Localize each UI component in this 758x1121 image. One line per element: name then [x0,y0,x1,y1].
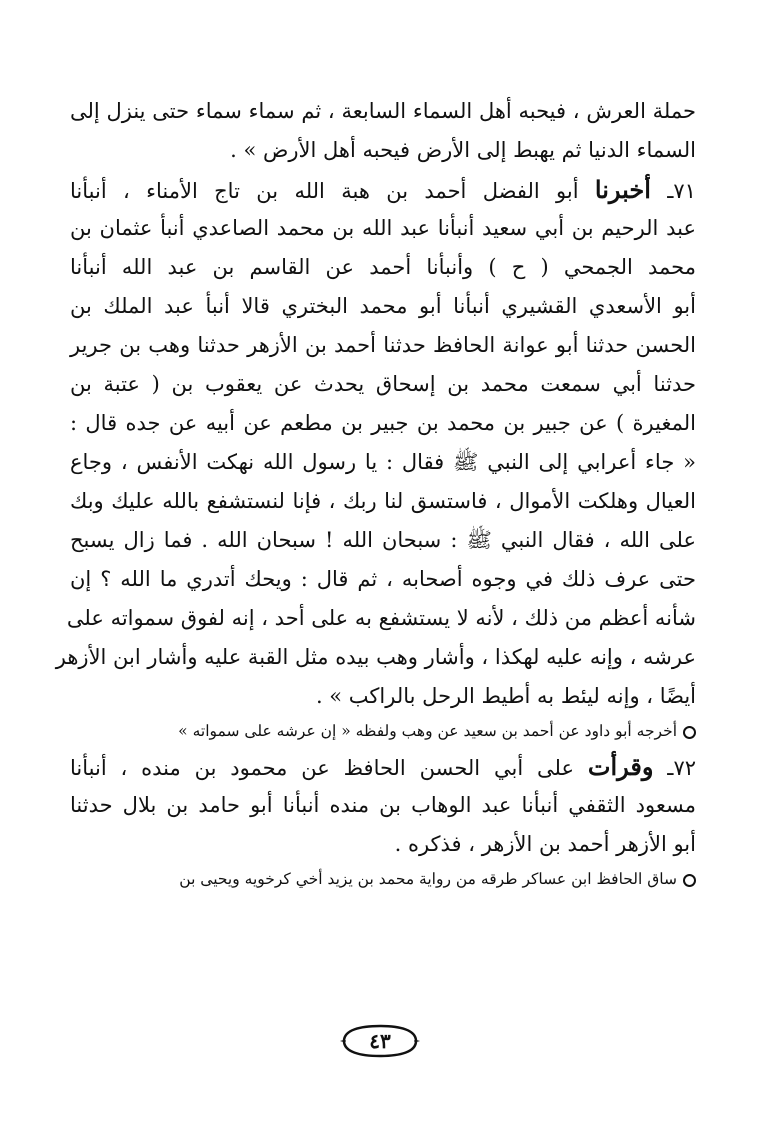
hadith-keyword: وقرأت [587,752,654,781]
text-line: المغيرة ) عن جبير بن محمد بن جبير بن مطعم عن أبيه عن جده قال : [70,411,696,435]
text-line: حدثنا أبي سمعت محمد بن إسحاق يحدث عن يعقوب بن ( عتبة بن [70,372,696,396]
page-body [55,92,697,895]
footnote-text: ساق الحافظ ابن عساكر طرقه من رواية محمد بن يزيد أخي كرخويه ويحيى بن [179,870,677,888]
hadith-number: ٧٢ـ [667,756,697,780]
hadith-text: أبو الفضل أحمد بن هبة الله بن تاج الأمناء ، أنبأنا [70,179,579,203]
text-line: الحسن حدثنا أبو عوانة الحافظ حدثنا أحمد بن الأزهر حدثنا وهب بن جرير [70,333,696,357]
hadith-71-heading-line [70,170,696,209]
circle-bullet-icon [683,874,696,887]
page-number: ٤٣ [369,1029,391,1053]
circle-bullet-icon [683,726,696,739]
text-line: عبد الرحيم بن أبي سعيد أنبأنا عبد الله بن محمد الصاعدي أنبأ عثمان بن [70,216,696,240]
text-line: عرشه ، وإنه عليه لهكذا ، وأشار وهب بيده مثل القبة عليه وأشار ابن الأزهر [55,645,696,669]
text-line: حتى عرف ذلك في وجوه أصحابه ، ثم قال : ويحك أتدري ما الله ؟ إن [70,567,696,591]
text-line: « جاء أعرابي إلى النبي ﷺ فقال : يا رسول الله نهكت الأنفس ، وجاع [70,450,696,474]
text-line: أبو الأزهر أحمد بن الأزهر ، فذكره . [394,832,696,856]
hadith-keyword: أخبرنا [594,175,651,204]
text-line: على الله ، فقال النبي ﷺ : سبحان الله ! سبحان الله . فما زال يسبح [70,528,696,552]
text-line: أبو الأسعدي القشيري أنبأنا أبو محمد البختري قالا أنبأ عبد الملك بن [70,294,696,318]
text-line: أيضًا ، وإنه ليئط به أطيط الرحل بالراكب » . [315,684,696,708]
text-line: حملة العرش ، فيحبه أهل السماء السابعة ، ثم سماء سماء حتى ينزل إلى [70,99,696,123]
hadith-text: على أبي الحسن الحافظ عن محمود بن منده ، أنبأنا [70,756,574,780]
footnote-72 [70,864,696,895]
text-line: العيال وهلكت الأموال ، فاستسق لنا ربك ، فإنا لنستشفع بالله عليك وبك [70,489,696,513]
text-line: مسعود الثقفي أنبأنا عبد الوهاب بن منده أنبأنا أبو حامد بن بلال حدثنا [70,793,696,817]
page-number-ornament [338,1022,422,1060]
footnote-71 [70,716,696,747]
text-line: محمد الجمحي ( ح ) وأنبأنا أحمد عن القاسم بن عبد الله أنبأنا [70,255,696,279]
hadith-72-heading-line [70,747,696,786]
hadith-number: ٧١ـ [667,179,696,203]
footnote-text: أخرجه أبو داود عن أحمد بن سعيد عن وهب ولفظه « إن عرشه على سمواته » [178,722,677,740]
text-line: شأنه أعظم من ذلك ، لأنه لا يستشفع به على أحد ، إنه لفوق سمواته على [66,606,696,630]
text-line: السماء الدنيا ثم يهبط إلى الأرض فيحبه أهل الأرض » . [230,138,696,162]
